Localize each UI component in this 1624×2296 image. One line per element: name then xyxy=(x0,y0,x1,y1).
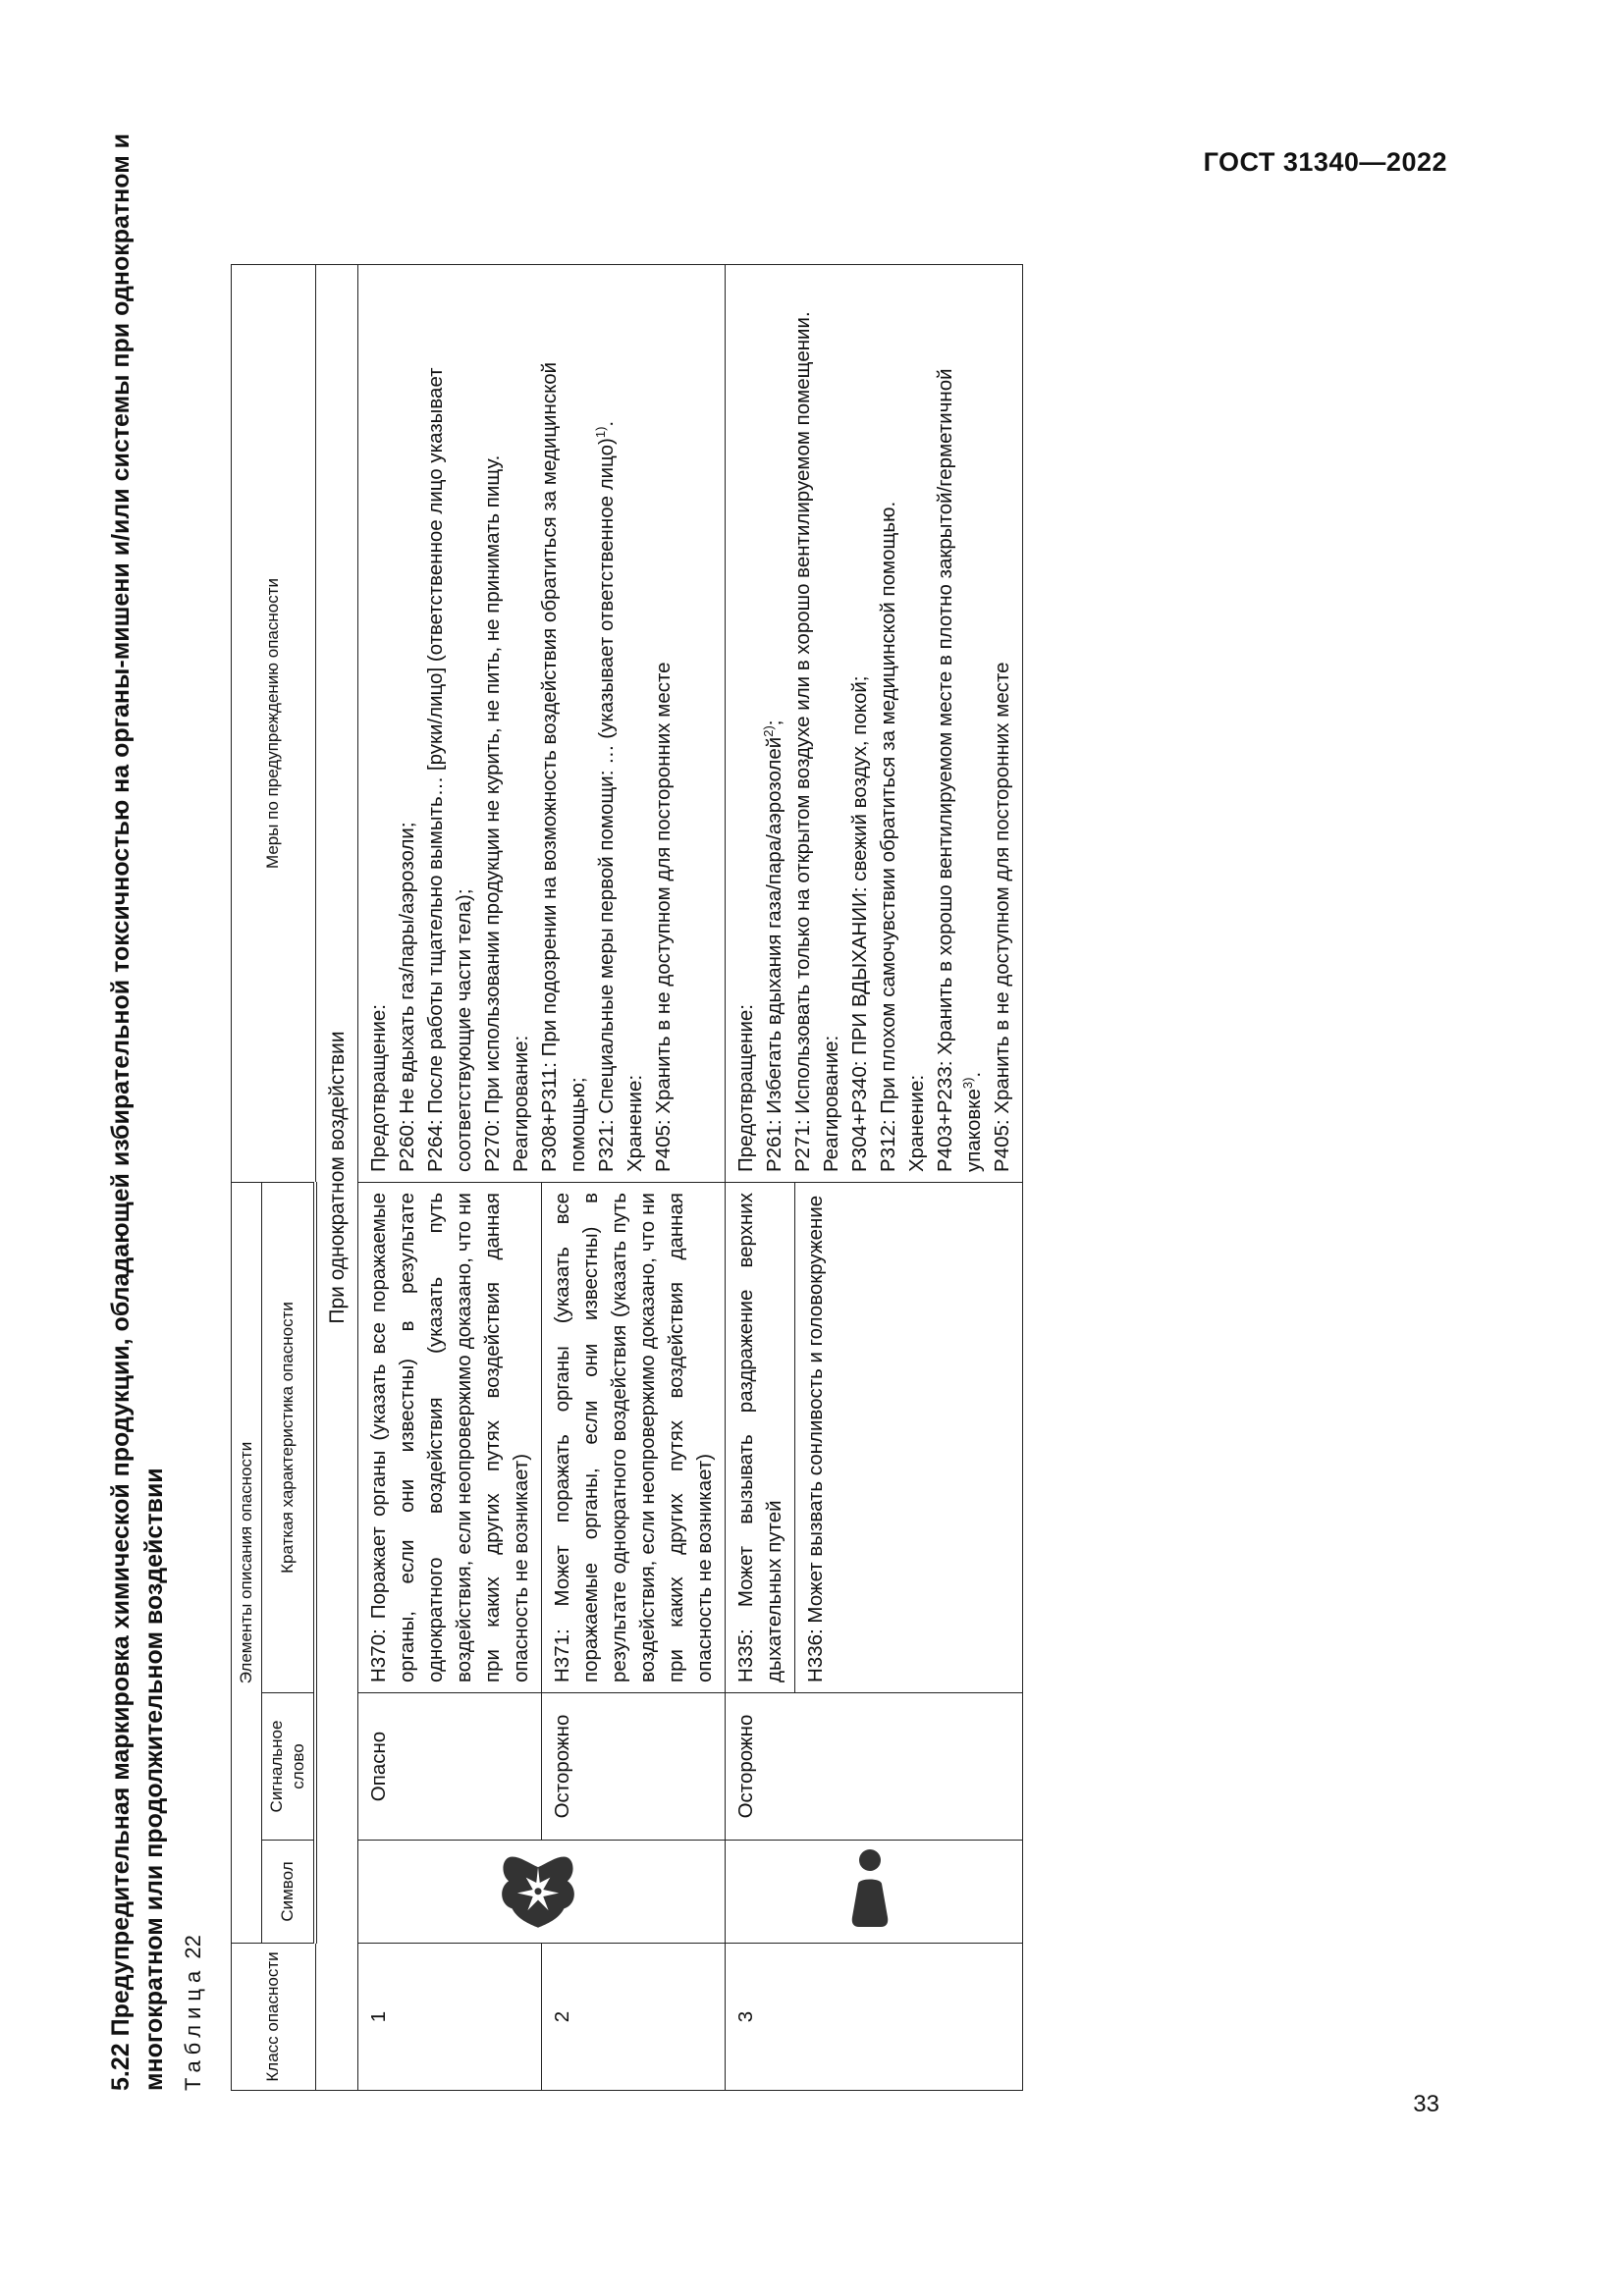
measure-line: Предотвращение: xyxy=(367,1004,390,1172)
row-measures xyxy=(726,265,1023,1183)
header-hazard-description: Краткая характеристика опасности xyxy=(262,1183,316,1693)
measure-line: Реагирование: xyxy=(820,1035,842,1172)
measure-suffix: ; xyxy=(763,720,785,726)
row-signal-word: Осторожно xyxy=(726,1693,1023,1841)
measure-line: Р304+Р340: ПРИ ВДЫХАНИИ: свежий воздух, покой; xyxy=(848,675,871,1172)
measure-line: Р308+Р311: При подозрении на возможность воздействия обратиться за медицинской помощью; xyxy=(538,361,589,1172)
rotated-table-page xyxy=(98,54,1188,2184)
hazard-table xyxy=(231,264,1023,2091)
measure-line: Р270: При использовании продукции не курить, не пить, не принимать пищу. xyxy=(481,454,504,1172)
measure-text: Р321: Специальные меры первой помощи: … (указывает ответственное лицо) xyxy=(595,438,618,1172)
header-measures: Меры по предупреждению опасности xyxy=(232,265,316,1183)
footnote-ref: 2) xyxy=(761,725,777,737)
header-class: Класс опасности xyxy=(232,1944,316,2091)
table-row xyxy=(726,265,1023,2091)
measure-line: Р260: Не вдыхать газ/пары/аэрозоли; xyxy=(396,822,418,1172)
row-hazard-statement: Н371: Может поражать органы (указать все поражаемые органы, если они известны) в результате однократного воздействия (указать путь воздействия, если неопровержимо доказано, что ни при каких других путях воздействия данная опасность не возникает) xyxy=(542,1183,726,1693)
measure-line xyxy=(760,275,788,1172)
section-title: 5.22 Предупредительная маркировка химической продукции, обладающей избирательной токсичностью на органы-мишени и/или системы при однократном и многократном или продолжительном воздействии xyxy=(107,133,168,2091)
table-caption-number: 22 xyxy=(181,1935,205,1959)
measure-line: Хранение: xyxy=(623,1074,646,1172)
hazard-statement-h336: Н336: Может вызвать сонливость и головокружение xyxy=(794,1183,836,1692)
header-symbol: Символ xyxy=(262,1841,316,1944)
row-class: 1 xyxy=(358,1944,542,2091)
header-elements: Элементы описания опасности xyxy=(232,1183,262,1944)
health-hazard-icon xyxy=(489,1846,587,1933)
measure-line: Реагирование: xyxy=(510,1035,532,1172)
measure-line: Р405: Хранить в не доступном для посторонних месте xyxy=(652,662,675,1172)
measure-line xyxy=(931,275,988,1172)
measure-suffix: . xyxy=(962,1071,985,1078)
row-signal-word: Опасно xyxy=(358,1693,542,1841)
measure-text: Р403+Р233: Хранить в хорошо вентилируемом месте в плотно закрытой/герметичной упаковке xyxy=(934,368,985,1172)
page-number: 33 xyxy=(1413,2091,1439,2117)
row-signal-word: Осторожно xyxy=(542,1693,726,1841)
measure-line: Р405: Хранить в не доступном для посторонних месте xyxy=(991,662,1013,1172)
row-hazard-statements xyxy=(726,1183,1023,1693)
measure-line: Р264: После работы тщательно вымыть… [руки/лицо] (ответственное лицо указывает соответствующие части тела); xyxy=(424,367,475,1172)
document-code: ГОСТ 31340—2022 xyxy=(1203,147,1447,177)
table-caption-word: Таблица xyxy=(181,1964,205,2091)
symbol-cell xyxy=(358,1841,726,1944)
header-signal-word: Сигнальное слово xyxy=(262,1693,316,1841)
measure-suffix: . xyxy=(595,420,618,427)
row-class: 3 xyxy=(726,1944,1023,2091)
row-class: 2 xyxy=(542,1944,726,2091)
footnote-ref: 3) xyxy=(960,1077,976,1090)
table-row xyxy=(358,265,542,2091)
measure-line: Предотвращение: xyxy=(734,1004,757,1172)
measure-line: Р312: При плохом самочувствии обратиться за медицинской помощью. xyxy=(877,501,899,1172)
section-row-single-exposure: При однократном воздействии xyxy=(315,265,358,2091)
measure-text: Р261: Избегать вдыхания газа/пара/аэрозолей xyxy=(763,736,785,1172)
row-measures xyxy=(358,265,726,1183)
table-caption xyxy=(181,1935,206,2091)
hazard-statement-h335: Н335: Может вызывать раздражение верхних дыхательных путей xyxy=(734,1193,785,1682)
footnote-ref: 1) xyxy=(593,426,609,439)
row-hazard-statement: Н370: Поражает органы (указать все поражаемые органы, если они известны) в результате однократного воздействия (указать путь воздействия, если неопровержимо доказано, что ни при каких других путях воздействия данная опасность не возникает) xyxy=(358,1183,542,1693)
symbol-cell xyxy=(726,1841,1023,1944)
measure-line: Хранение: xyxy=(905,1074,928,1172)
exclamation-mark-icon xyxy=(845,1844,894,1933)
measure-line: Р271: Использовать только на открытом воздухе или в хорошо вентилируемом помещении. xyxy=(791,311,814,1172)
measure-line xyxy=(592,275,621,1172)
